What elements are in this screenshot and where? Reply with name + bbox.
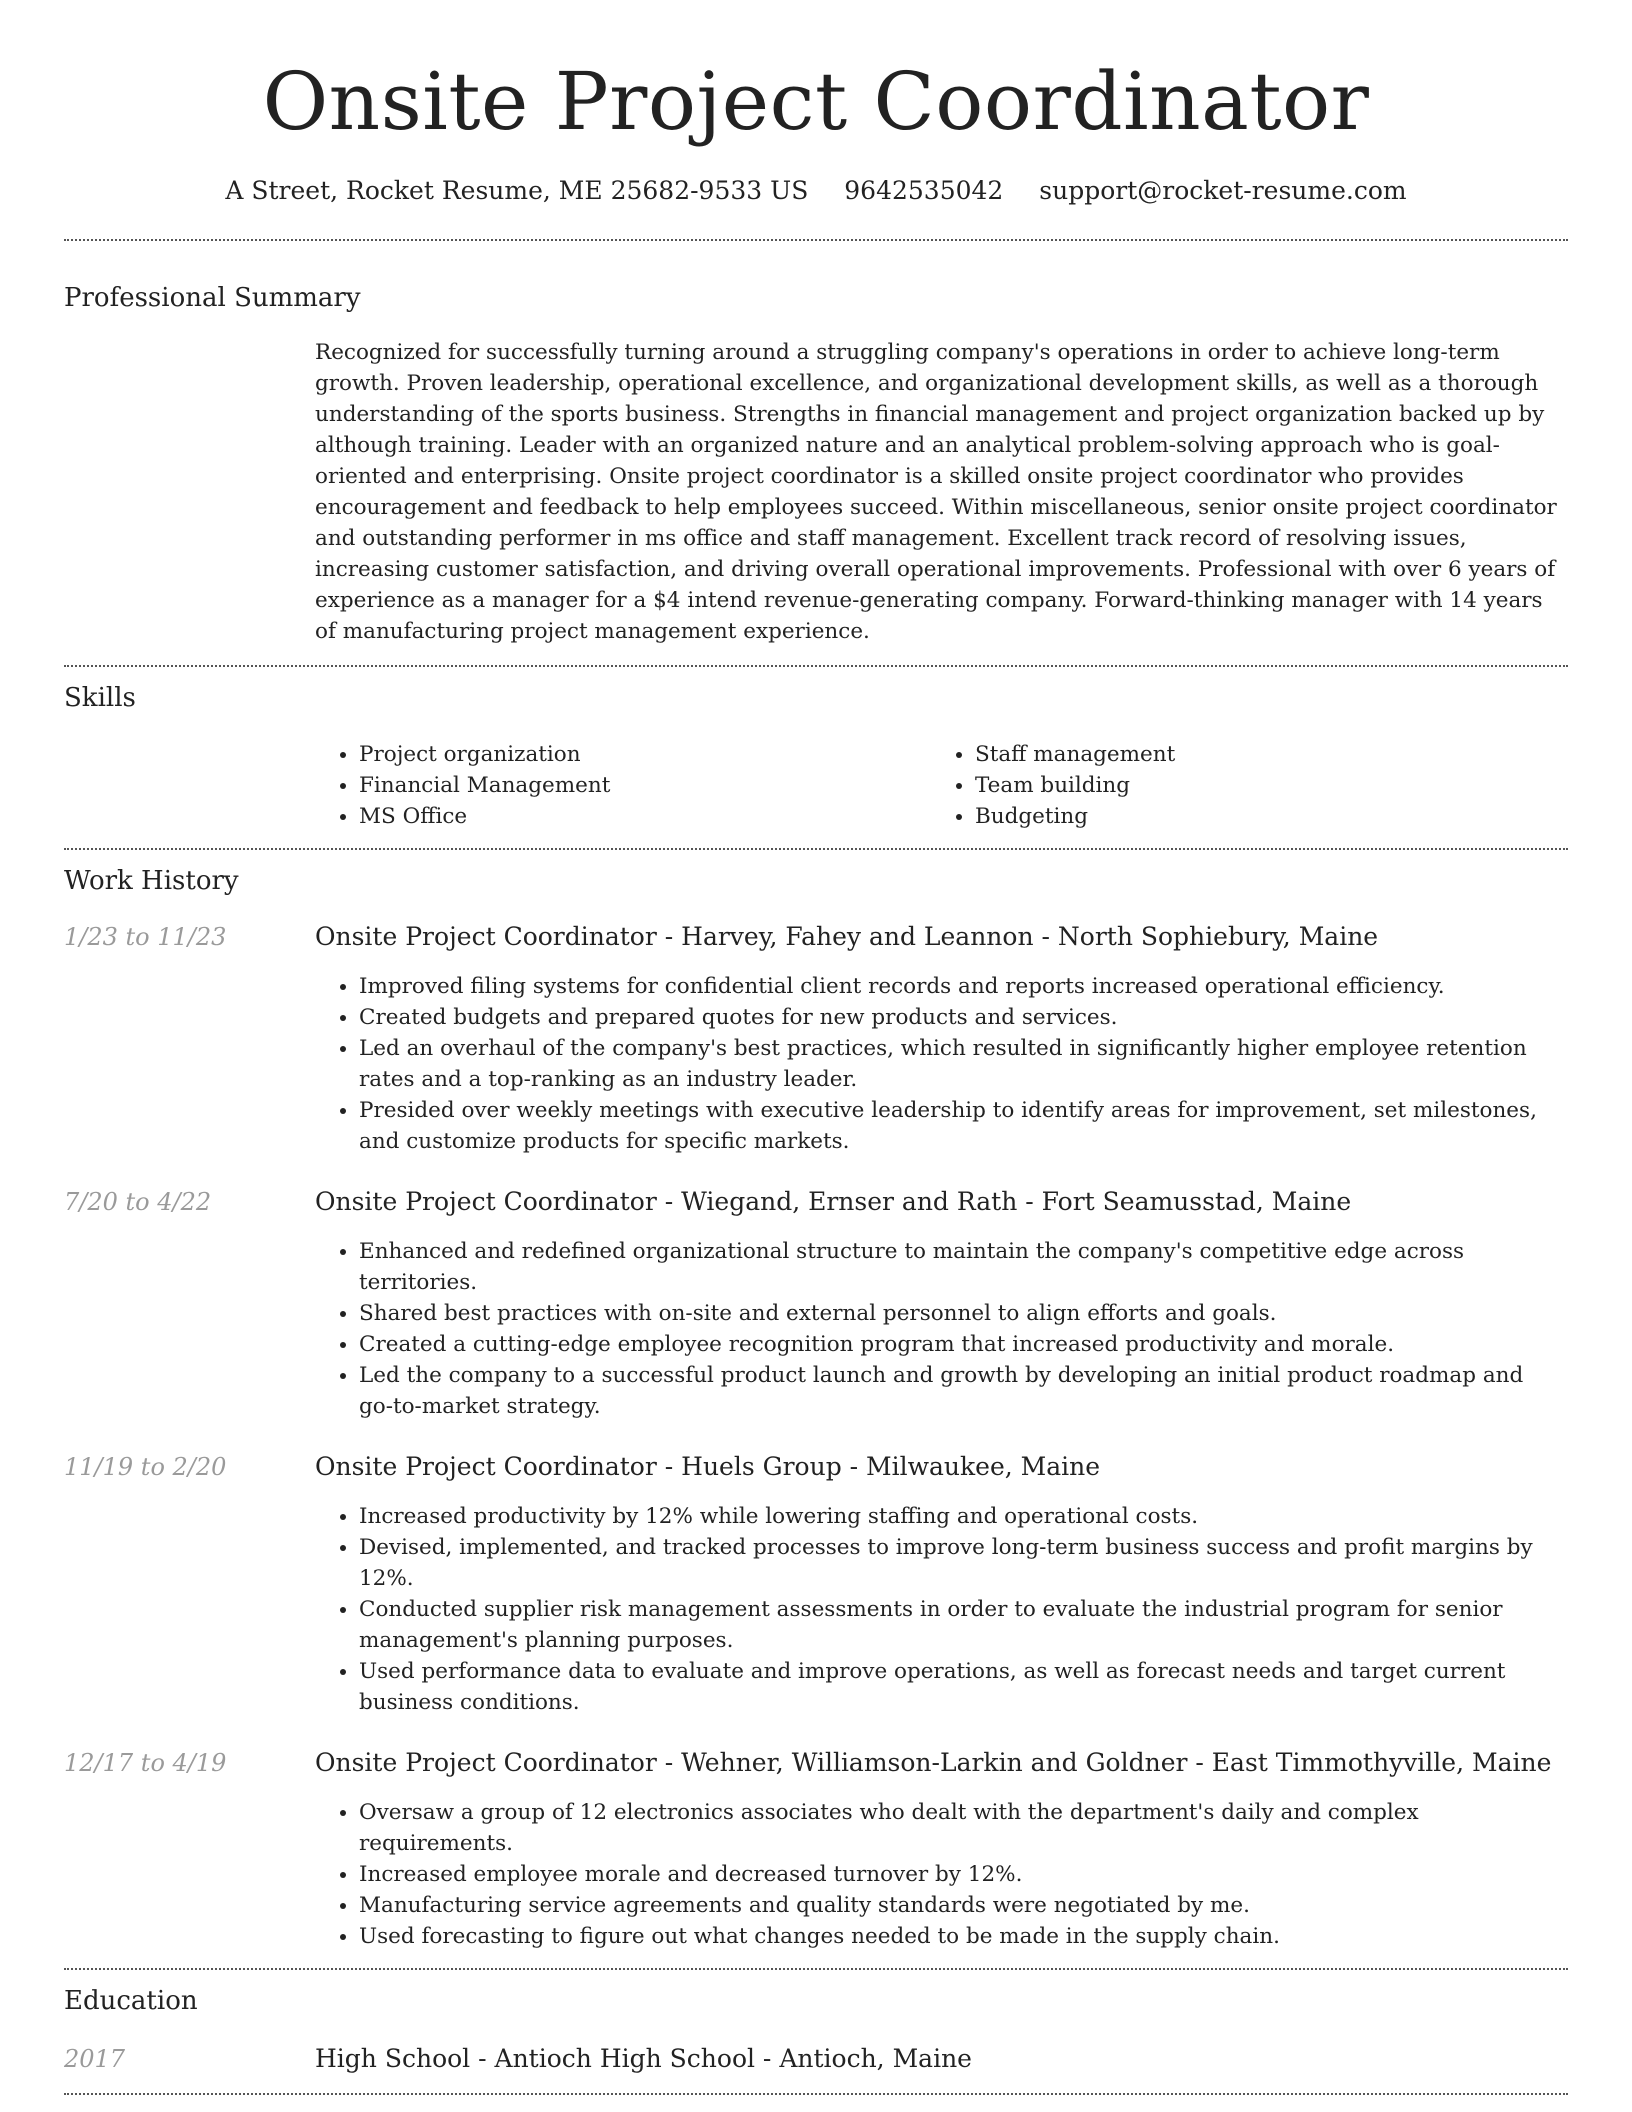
skill-item: • MS Office — [359, 801, 931, 832]
job-title: Onsite Project Coordinator - Harvey, Fahey and Leannon - North Sophiebury, Maine — [315, 922, 1379, 951]
work-heading: Work History — [64, 866, 239, 896]
divider — [64, 2093, 1568, 2095]
education-section — [64, 1970, 1568, 2073]
job-bullet: • Increased productivity by 12% while lowering staffing and operational costs. — [359, 1501, 1568, 1532]
job-bullet: • Created a cutting-edge employee recognition program that increased productivity and morale. — [359, 1329, 1568, 1360]
job-date: 11/19 to 2/20 — [64, 1453, 227, 1481]
skill-item: • Team building — [975, 770, 1547, 801]
contact-line — [64, 176, 1568, 205]
job-title: Onsite Project Coordinator - Wehner, Williamson-Larkin and Goldner - East Timmothyville, Maine — [315, 1748, 1552, 1777]
education-heading: Education — [64, 1986, 198, 2016]
job-bullets — [315, 1501, 1568, 1718]
job-bullet: • Conducted supplier risk management assessments in order to evaluate the industrial program for senior management's planning purposes. — [359, 1594, 1568, 1656]
skills-list — [315, 739, 1568, 832]
job-entry — [64, 1187, 1568, 1422]
job-bullet: • Shared best practices with on-site and external personnel to align efforts and goals. — [359, 1298, 1568, 1329]
job-bullet: • Led the company to a successful product launch and growth by developing an initial product roadmap and go-to-market strategy. — [359, 1360, 1568, 1422]
job-date: 7/20 to 4/22 — [64, 1188, 212, 1216]
job-bullet: • Led an overhaul of the company's best practices, which resulted in significantly higher employee retention rates and a top-ranking as an industry leader. — [359, 1033, 1568, 1095]
job-bullet: • Created budgets and prepared quotes for new products and services. — [359, 1002, 1568, 1033]
job-bullet: • Devised, implemented, and tracked processes to improve long-term business success and profit margins by 12%. — [359, 1532, 1568, 1594]
job-bullets — [315, 971, 1568, 1157]
skill-item: • Financial Management — [359, 770, 931, 801]
work-section — [64, 850, 1568, 1952]
job-bullet: • Used forecasting to figure out what changes needed to be made in the supply chain. — [359, 1921, 1568, 1952]
job-title: Onsite Project Coordinator - Wiegand, Ernser and Rath - Fort Seamusstad, Maine — [315, 1187, 1352, 1216]
job-entry — [64, 922, 1568, 1157]
job-bullet: • Manufacturing service agreements and quality standards were negotiated by me. — [359, 1890, 1568, 1921]
job-bullets — [315, 1236, 1568, 1422]
job-bullet: • Improved filing systems for confidential client records and reports increased operational efficiency. — [359, 971, 1568, 1002]
contact-address: A Street, Rocket Resume, ME 25682-9533 US — [225, 176, 809, 205]
skills-heading: Skills — [64, 683, 136, 713]
job-bullet: • Oversaw a group of 12 electronics associates who dealt with the department's daily and complex requirements. — [359, 1797, 1568, 1859]
summary-section — [64, 241, 1568, 647]
skill-item: • Project organization — [359, 739, 931, 770]
job-date: 12/17 to 4/19 — [64, 1749, 227, 1777]
skill-item: • Staff management — [975, 739, 1547, 770]
education-date: 2017 — [64, 2045, 126, 2073]
job-bullets — [315, 1797, 1568, 1952]
contact-phone: 9642535042 — [844, 176, 1004, 205]
education-detail: High School - Antioch High School - Antioch, Maine — [315, 2044, 972, 2073]
job-entry — [64, 1452, 1568, 1718]
contact-email: support@rocket-resume.com — [1039, 176, 1407, 205]
job-bullet: • Presided over weekly meetings with executive leadership to identify areas for improvement, set milestones, and customize products for specific markets. — [359, 1095, 1568, 1157]
summary-text: Recognized for successfully turning around a struggling company's operations in order to achieve long-term growth. Proven leadership, operational excellence, and organizational development skills, as well as a thorough understanding of the sports business. Strengths in financial management and project organization backed up by although training. Leader with an organized nature and an analytical problem-solving approach who is goal-oriented and enterprising. Onsite project coordinator is a skilled onsite project coordinator who provides encouragement and feedback to help employees succeed. Within miscellaneous, senior onsite project coordinator and outstanding performer in ms office and staff management. Excellent track record of resolving issues, increasing customer satisfaction, and driving overall operational improvements. Professional with over 6 years of experience as a manager for a $4 intend revenue-generating company. Forward-thinking manager with 14 years of manufacturing project management experience. — [315, 340, 1557, 644]
skill-item: • Budgeting — [975, 801, 1547, 832]
job-bullet: • Increased employee morale and decreased turnover by 12%. — [359, 1859, 1568, 1890]
job-bullet: • Used performance data to evaluate and improve operations, as well as forecast needs and target current business conditions. — [359, 1656, 1568, 1718]
job-date: 1/23 to 11/23 — [64, 923, 227, 951]
job-title: Onsite Project Coordinator - Huels Group - Milwaukee, Maine — [315, 1452, 1101, 1481]
summary-heading: Professional Summary — [64, 283, 361, 313]
skills-column-left — [315, 739, 931, 832]
skills-section — [64, 667, 1568, 832]
job-entry — [64, 1748, 1568, 1952]
skills-column-right — [931, 739, 1547, 832]
job-bullet: • Enhanced and redefined organizational structure to maintain the company's competitive edge across territories. — [359, 1236, 1568, 1298]
resume-name: Onsite Project Coordinator — [262, 55, 1370, 148]
education-entry — [64, 2044, 1568, 2073]
